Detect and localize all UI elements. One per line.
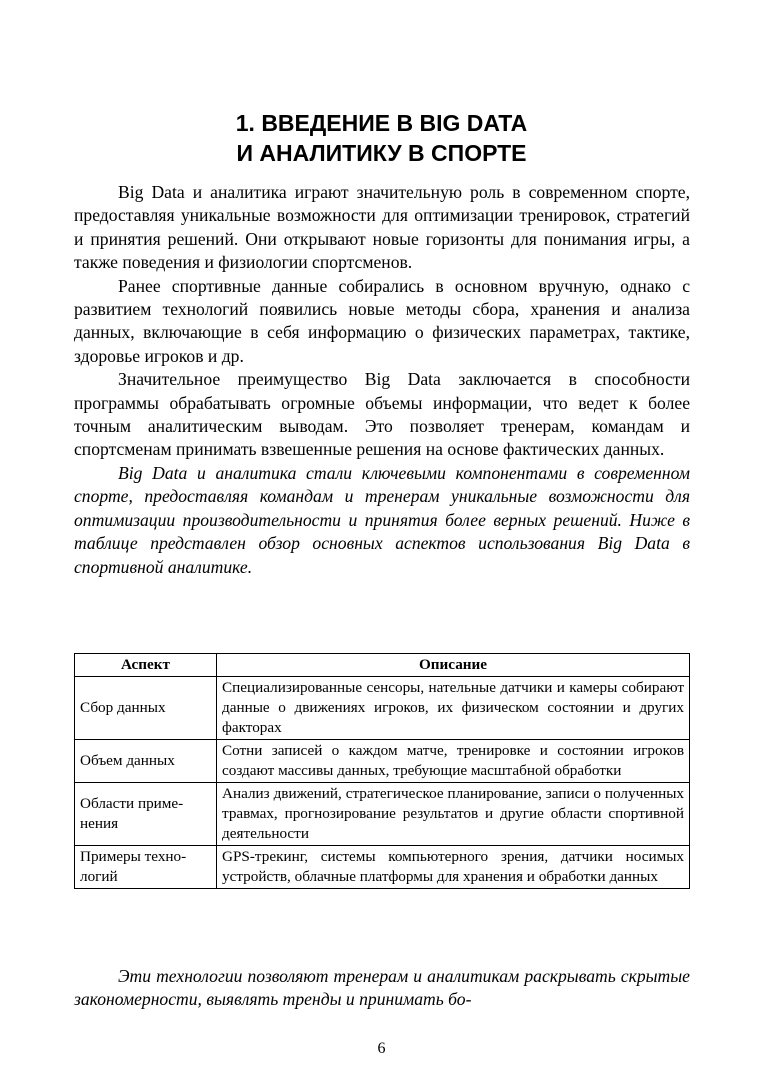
table-row [75, 677, 690, 740]
closing-paragraph-italic: Эти технологии позволяют тренерам и аналитикам раскрывать скрытые закономерности, выявлять тренды и принимать бо- [74, 966, 690, 1010]
chapter-heading [0, 108, 763, 168]
big-data-aspects-table [74, 653, 690, 889]
paragraph-3: Значительное преимущество Big Data заключается в способности программы обрабатывать огромные объемы информации, что ведет к более точным аналитическим выводам. Это позволяет тренерам, командам и спортсменам принимать взвешенные решения на основе фактических данных. [74, 369, 690, 460]
description-cell: Специализированные сенсоры, нательные датчики и камеры собирают данные о движениях игроков, их физическом состоянии и других факторах [217, 677, 690, 740]
page-number: 6 [377, 1040, 386, 1057]
description-cell: Анализ движений, стратегическое планирование, записи о полученных травмах, прогнозирование результатов и другие области спортивной деятельности [217, 783, 690, 846]
intro-text [74, 181, 690, 579]
closing-text [74, 965, 690, 1012]
description-cell: Сотни записей о каждом матче, тренировке и состоянии игроков создают массивы данных, требующие масштабной обработки [217, 740, 690, 783]
aspect-cell: Объем данных [75, 740, 217, 783]
paragraph-2: Ранее спортивные данные собирались в основном вручную, однако с развитием технологий появились новые методы сбора, хранения и анализа данных, включающие в себя информацию о физических параметрах, тактике, здоровье игроков и др. [74, 275, 690, 366]
aspect-cell: Сбор данных [75, 677, 217, 740]
paragraph-4-italic: Big Data и аналитика стали ключевыми компонентами в современном спорте, предоставляя командам и тренерам уникальные возможности для оптимизации производительности и принятия более верных решений. Ниже в таблице представлен обзор основных аспектов использования Big Data в спортивной аналитике. [74, 462, 690, 577]
aspect-cell: Примеры технологий [75, 846, 217, 889]
column-header-description: Описание [217, 654, 690, 677]
chapter-heading-line-1: 1. ВВЕДЕНИЕ В BIG DATA [235, 110, 528, 136]
table-row [75, 846, 690, 889]
description-cell: GPS-трекинг, системы компьютерного зрения, датчики носимых устройств, облачные платформы для хранения и обработки данных [217, 846, 690, 889]
paragraph-1: Big Data и аналитика играют значительную роль в современном спорте, предоставляя уникальные возможности для оптимизации тренировок, стратегий и принятия решений. Они открывают новые горизонты для понимания игры, а также поведения и физиологии спортсменов. [74, 182, 690, 273]
table-header-row [75, 654, 690, 677]
table-row [75, 740, 690, 783]
chapter-heading-line-2: И АНАЛИТИКУ В СПОРТЕ [236, 140, 527, 166]
aspect-cell: Области применения [75, 783, 217, 846]
table-row [75, 783, 690, 846]
column-header-aspect: Аспект [75, 654, 217, 677]
